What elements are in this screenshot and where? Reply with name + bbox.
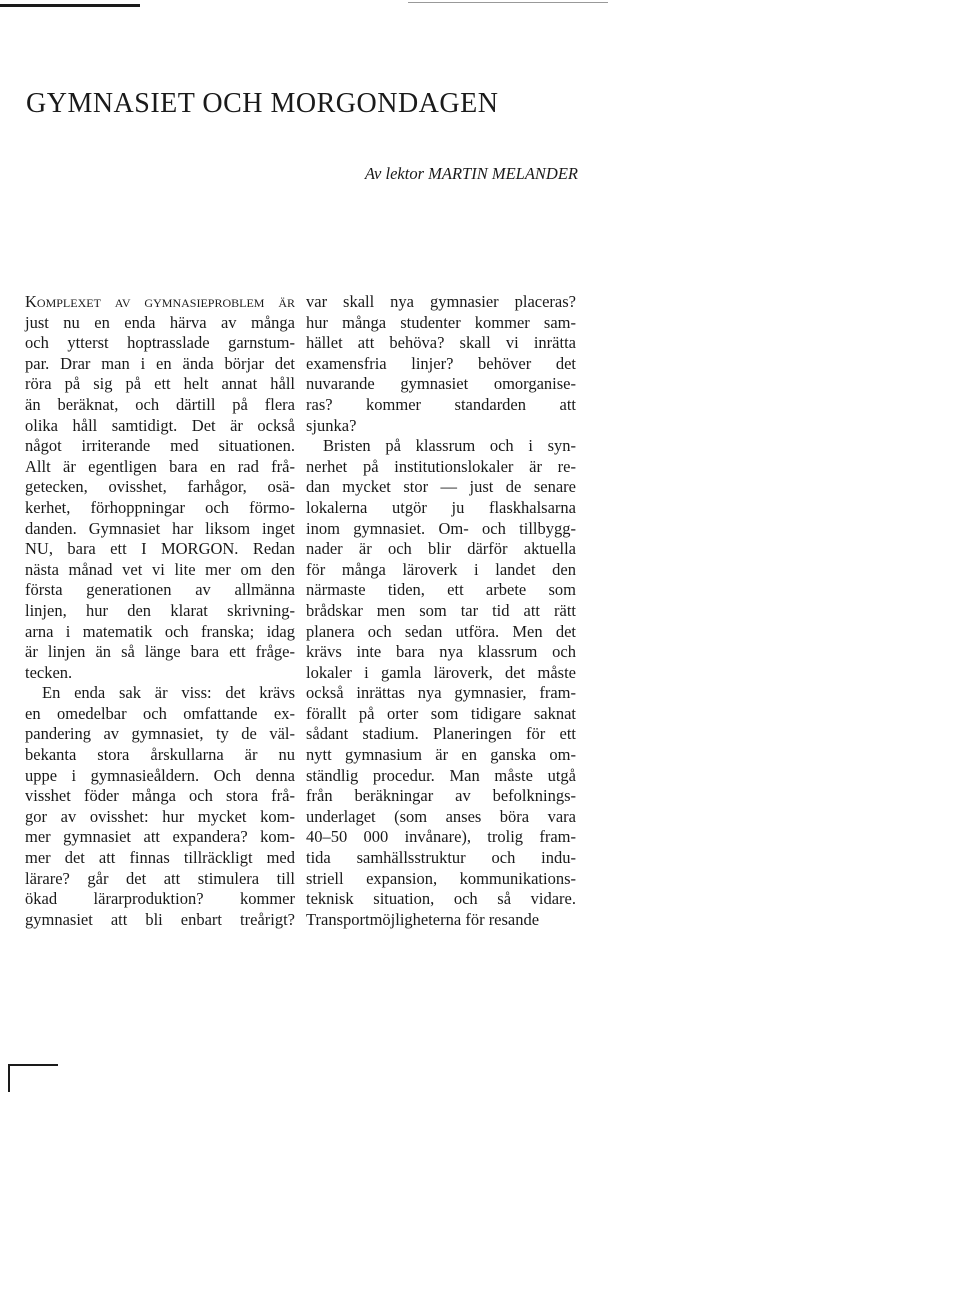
text-line: arna i matematik och franska; idag (25, 621, 295, 641)
text-line: pandering av gymnasiet, ty de väl- (25, 724, 295, 744)
text-line: planera och sedan utföra. Men det (306, 621, 576, 641)
text-line: nytt gymnasium är en ganska om- (306, 745, 576, 765)
text-line: än beräknat, och därtill på flera (25, 394, 295, 414)
text-line: ständlig procedur. Man måste utgå (306, 765, 576, 785)
article-byline (365, 164, 578, 184)
text-line: dan mycket stor — just de senare (306, 477, 576, 497)
text-line: brådskar men som tar tid att rätt (306, 600, 576, 620)
text-line: röra på sig på ett helt annat håll (25, 374, 295, 394)
text-line: ras? kommer standarden att (306, 394, 576, 414)
text-line: just nu en enda härva av många (25, 312, 295, 332)
text-line: en omedelbar och omfattande ex- (25, 703, 295, 723)
text-line: lärare? går det att stimulera till (25, 868, 295, 888)
text-line: Allt är egentligen bara en rad frå- (25, 456, 295, 476)
scan-edge-mark-top (0, 4, 140, 7)
text-line: hur många studenter kommer sam- (306, 312, 576, 332)
text-line: striell expansion, kommunikations- (306, 868, 576, 888)
scan-edge-mark-bottom-left-vertical (8, 1064, 10, 1092)
text-line: mer gymnasiet att expandera? kom- (25, 827, 295, 847)
text-line: nader är och blir därför aktuella (306, 539, 576, 559)
text-line: också inrättas nya gymnasier, fram- (306, 683, 576, 703)
text-line: förallt på orter som tidigare saknat (306, 703, 576, 723)
text-line: tecken. (25, 662, 73, 682)
scan-edge-mark-bottom-left (8, 1064, 58, 1066)
text-line (25, 292, 295, 313)
text-line: teknisk situation, och så vidare. (306, 889, 576, 909)
text-line: par. Drar man i en ända börjar det (25, 353, 295, 373)
text-line: hället att behöva? skall vi inrätta (306, 333, 576, 353)
text-line: linjen, hur den klarat skrivning- (25, 600, 295, 620)
text-line: visshet föder många och stora frå- (25, 786, 295, 806)
lead-word: Komplexet av gymnasieproblem är (25, 292, 295, 311)
text-column-right (306, 292, 576, 930)
text-line: Transportmöjligheterna för resande (306, 909, 540, 929)
text-line: inom gymnasiet. Om- och tillbygg- (306, 518, 576, 538)
article-title: GYMNASIET OCH MORGONDAGEN (26, 88, 499, 119)
text-line: första generationen av allmänna (25, 580, 295, 600)
text-line: för många läroverk i landet den (306, 559, 576, 579)
text-line: danden. Gymnasiet har liksom inget (25, 518, 295, 538)
text-line: gor av ovisshet: hur mycket kom- (25, 806, 295, 826)
text-line: från beräkningar av befolknings- (306, 786, 576, 806)
text-line: krävs inte bara nya klassrum och (306, 642, 576, 662)
text-line: getecken, ovisshet, farhågor, osä- (25, 477, 295, 497)
text-line: lokaler i gamla läroverk, det måste (306, 662, 576, 682)
text-line: NU, bara ett I MORGON. Redan (25, 539, 295, 559)
text-line: underlaget (som anses böra vara (306, 806, 576, 826)
text-line: bekanta stora årskullarna är nu (25, 745, 295, 765)
text-line: nuvarande gymnasiet omorganise- (306, 374, 576, 394)
text-line: något irriterande med situationen. (25, 436, 295, 456)
text-line: tida samhällsstruktur och indu- (306, 848, 576, 868)
byline-prefix: Av lektor (364, 164, 424, 183)
text-line: är linjen än så länge bara ett fråge- (25, 642, 295, 662)
text-line: ökad lärarproduktion? kommer (25, 889, 295, 909)
text-column-left (25, 292, 295, 930)
text-line: 40–50 000 invånare), trolig fram- (306, 827, 576, 847)
byline-author: MARTIN MELANDER (428, 164, 578, 183)
text-line: och ytterst hoptrasslade garnstum- (25, 333, 295, 353)
text-line: En enda sak är viss: det krävs (42, 683, 295, 703)
text-line: olika håll samtidigt. Det är också (25, 415, 295, 435)
scan-edge-mark-top-right (408, 2, 608, 3)
text-line: sjunka? (306, 415, 357, 435)
text-line: Bristen på klassrum och i syn- (323, 436, 576, 456)
text-line: var skall nya gymnasier placeras? (306, 292, 576, 311)
text-line: nästa månad vet vi lite mer om den (25, 559, 295, 579)
text-line: kerhet, förhoppningar och förmo- (25, 497, 295, 517)
text-line: mer det att finnas tillräckligt med (25, 848, 295, 868)
text-line: närmaste tiden, ett arbete som (306, 580, 576, 600)
text-line: examensfria linjer? behöver det (306, 353, 576, 373)
text-line: sådant stadium. Planeringen för ett (306, 724, 576, 744)
text-line: gymnasiet att bli enbart treårigt? (25, 909, 295, 929)
text-line: uppe i gymnasieåldern. Och denna (25, 765, 295, 785)
text-line: lokalerna utgör ju flaskhalsarna (306, 497, 576, 517)
text-line: nerhet på institutionslokaler är re- (306, 456, 576, 476)
